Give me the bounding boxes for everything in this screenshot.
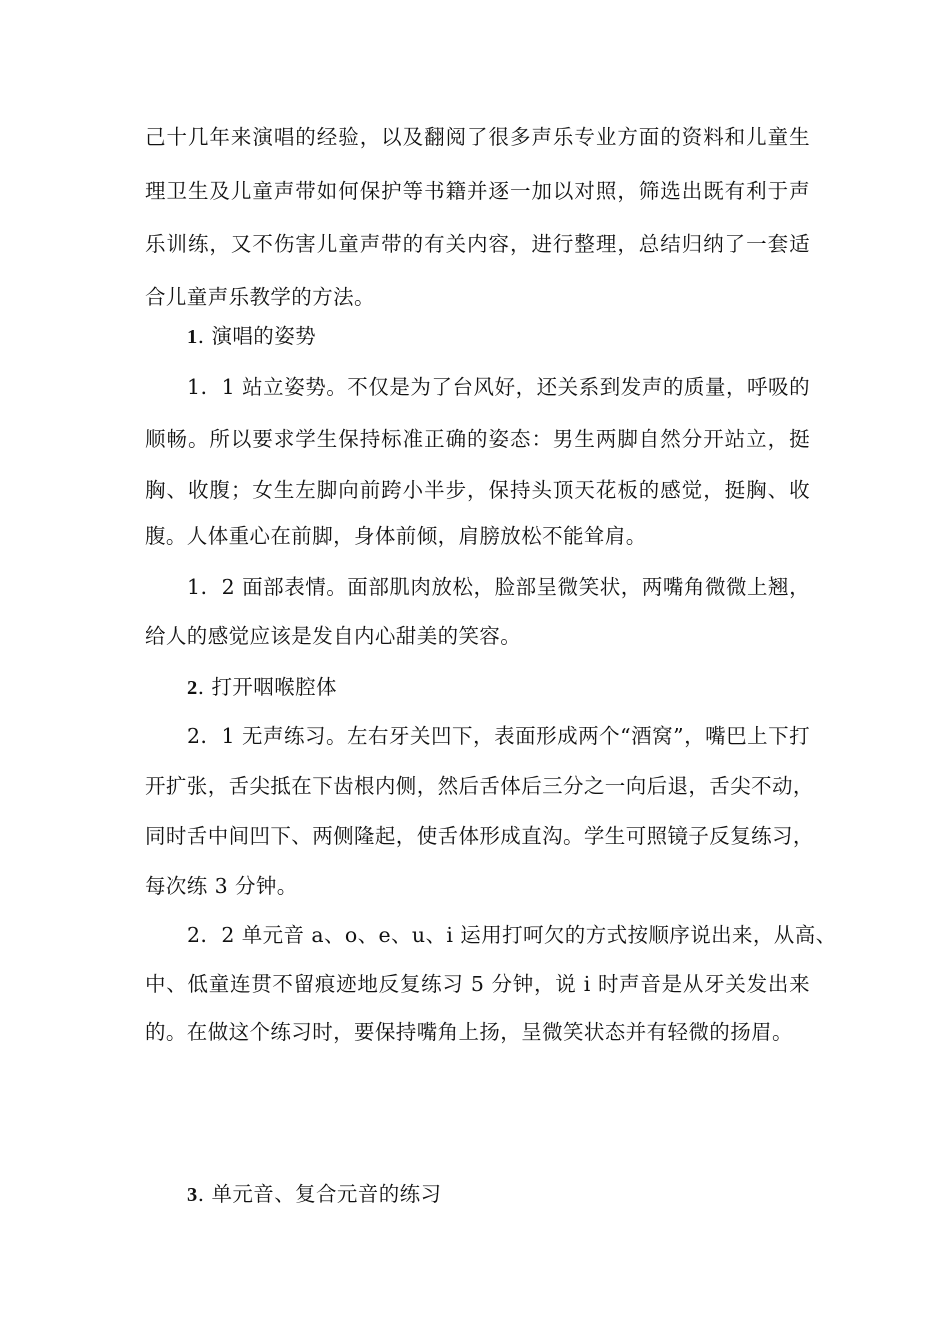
body-text-line: 2．2 单元音 a、o、e、u、i 运用打呵欠的方式按顺序说出来，从高、 <box>187 923 837 947</box>
body-text-line: 乐训练，又不伤害儿童声带的有关内容，进行整理，总结归纳了一套适 <box>145 232 810 256</box>
body-text-line: 1．1 站立姿势。不仅是为了台风好，还关系到发声的质量，呼吸的 <box>187 375 810 399</box>
body-text-line: 腹。人体重心在前脚，身体前倾，肩膀放松不能耸肩。 <box>145 524 647 548</box>
section-title: . 单元音、复合元音的练习 <box>197 1182 442 1206</box>
body-text-line: 2．1 无声练习。左右牙关凹下，表面形成两个“酒窝”，嘴巴上下打 <box>187 724 810 748</box>
section-heading <box>187 1180 441 1208</box>
body-text-line: 每次练 3 分钟。 <box>145 874 298 898</box>
body-text-line: 合儿童声乐教学的方法。 <box>145 285 375 309</box>
body-text-line: 理卫生及儿童声带如何保护等书籍并逐一加以对照，筛选出既有利于声 <box>145 179 810 203</box>
section-number: 1 <box>187 326 198 348</box>
body-text-line: 开扩张，舌尖抵在下齿根内侧，然后舌体后三分之一向后退，舌尖不动， <box>145 774 814 798</box>
body-text-line: 顺畅。所以要求学生保持标准正确的姿态：男生两脚自然分开站立，挺 <box>145 427 810 451</box>
section-heading <box>187 673 337 701</box>
body-text-line: 同时舌中间凹下、两侧隆起，使舌体形成直沟。学生可照镜子反复练习， <box>145 824 814 848</box>
body-text-line: 己十几年来演唱的经验，以及翻阅了很多声乐专业方面的资料和儿童生 <box>145 125 810 149</box>
section-number: 2 <box>187 677 198 699</box>
body-text-line: 1．2 面部表情。面部肌肉放松，脸部呈微笑状，两嘴角微微上翘， <box>187 575 810 599</box>
body-text-line: 的。在做这个练习时，要保持嘴角上扬，呈微笑状态并有轻微的扬眉。 <box>145 1020 793 1044</box>
body-text-line: 给人的感觉应该是发自内心甜美的笑容。 <box>145 624 522 648</box>
section-number: 3 <box>187 1184 198 1206</box>
section-title: . 演唱的姿势 <box>197 324 316 348</box>
body-text-line: 胸、收腹；女生左脚向前跨小半步，保持头顶天花板的感觉，挺胸、收 <box>145 478 810 502</box>
section-title: . 打开咽喉腔体 <box>197 675 337 699</box>
section-heading <box>187 322 316 350</box>
body-text-line: 中、低童连贯不留痕迹地反复练习 5 分钟，说 i 时声音是从牙关发出来 <box>145 972 810 996</box>
